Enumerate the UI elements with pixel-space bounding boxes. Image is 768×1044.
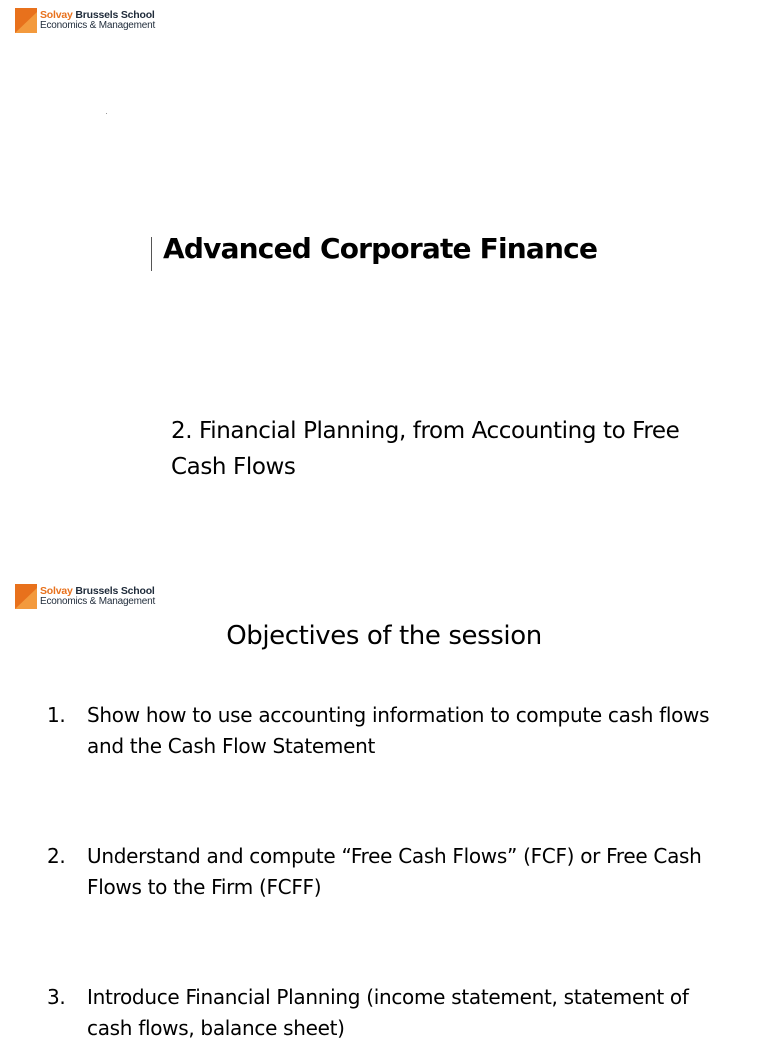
logo-text (40, 586, 155, 608)
text-cursor (151, 237, 152, 271)
logo-brand: Solvay (40, 584, 73, 597)
objectives-slide (0, 576, 768, 1040)
list-item-text: Introduce Financial Planning (income statement, statement of cash flows, balance sheet) (87, 985, 689, 1040)
list-item-number: 3. (47, 985, 66, 1009)
list-item-number: 1. (47, 703, 66, 727)
objectives-title: Objectives of the session (226, 621, 542, 651)
solvay-logo-icon (15, 8, 37, 33)
list-item-text: Understand and compute “Free Cash Flows” (FCF) or Free Cash Flows to the Firm (FCFF) (87, 844, 702, 899)
session-subtitle: 2. Financial Planning, from Accounting to Free Cash Flows (171, 418, 680, 480)
logo-subline: Economics & Management (40, 595, 156, 607)
logo-text (40, 10, 155, 32)
stray-dot (106, 113, 107, 114)
logo-subline: Economics & Management (40, 19, 156, 31)
solvay-logo (15, 584, 155, 609)
solvay-logo (15, 8, 155, 33)
solvay-logo-icon (15, 584, 37, 609)
course-title: Advanced Corporate Finance (163, 232, 598, 265)
logo-school: Brussels School (75, 584, 155, 597)
logo-school: Brussels School (75, 8, 155, 21)
list-item-number: 2. (47, 844, 66, 868)
logo-brand: Solvay (40, 8, 73, 21)
list-item-text: Show how to use accounting information to compute cash flows and the Cash Flow Statement (87, 703, 710, 758)
